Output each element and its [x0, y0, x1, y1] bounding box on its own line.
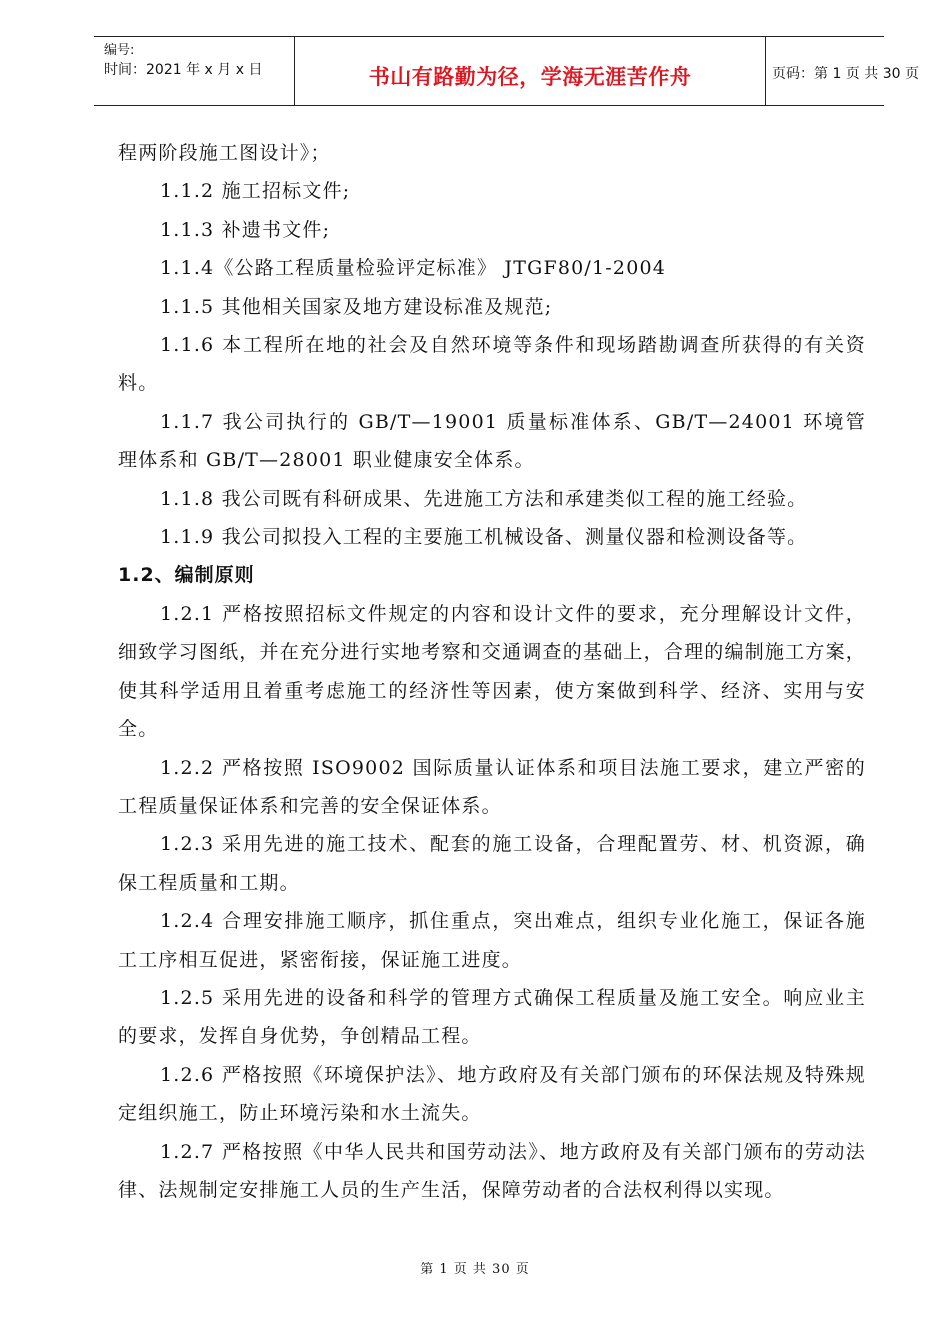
header-motto-cell	[294, 37, 766, 105]
document-date: 时间：2021 年 x 月 x 日	[104, 62, 263, 78]
paragraph: 1.2.1 严格按照招标文件规定的内容和设计文件的要求，充分理解设计文件，细致学习图纸，并在充分进行实地考察和交通调查的基础上，合理的编制施工方案，使其科学适用且着重考虑施工的经济性等因素，使方案做到科学、经济、实用与安全。	[118, 602, 866, 741]
paragraph: 1.1.4《公路工程质量检验评定标准》 JTGF80/1-2004	[160, 257, 667, 280]
header-meta	[94, 37, 294, 105]
header-motto: 书山有路勤为径，学海无涯苦作舟	[368, 65, 692, 89]
paragraph: 1.2.7 严格按照《中华人民共和国劳动法》、地方政府及有关部门颁布的劳动法律、法规制定安排施工人员的生产生活，保障劳动者的合法权利得以实现。	[118, 1140, 866, 1201]
page-header	[94, 36, 919, 106]
paragraph: 1.1.9 我公司拟投入工程的主要施工机械设备、测量仪器和检测设备等。	[160, 526, 808, 549]
paragraph: 1.1.2 施工招标文件;	[160, 180, 351, 203]
document-body	[118, 134, 866, 1209]
header-page-code: 页码：第 1 页 共 30 页	[772, 66, 919, 82]
section-heading: 1.2、编制原则	[118, 564, 255, 587]
paragraph: 1.1.3 补遗书文件;	[160, 218, 331, 241]
document-number-label: 编号:	[104, 43, 135, 58]
paragraph: 1.2.2 严格按照 ISO9002 国际质量认证体系和项目法施工要求，建立严密的工程质量保证体系和完善的安全保证体系。	[118, 756, 866, 817]
paragraph: 1.1.7 我公司执行的 GB/T—19001 质量标准体系、GB/T—24001 环境管理体系和 GB/T—28001 职业健康安全体系。	[118, 410, 866, 472]
page-footer: 第 1 页 共 30 页	[420, 1262, 530, 1277]
header-page-cell	[766, 37, 919, 105]
paragraph: 程两阶段施工图设计》；	[118, 142, 331, 164]
paragraph: 1.2.4 合理安排施工顺序，抓住重点，突出难点，组织专业化施工，保证各施工工序相互促进，紧密衔接，保证施工进度。	[118, 910, 866, 971]
paragraph: 1.2.6 严格按照《环境保护法》、地方政府及有关部门颁布的环保法规及特殊规定组织施工，防止环境污染和水土流失。	[118, 1063, 866, 1125]
paragraph: 1.1.6 本工程所在地的社会及自然环境等条件和现场踏勘调查所获得的有关资料。	[118, 334, 866, 395]
paragraph: 1.1.8 我公司既有科研成果、先进施工方法和承建类似工程的施工经验。	[160, 487, 808, 510]
paragraph: 1.2.3 采用先进的施工技术、配套的施工设备，合理配置劳、材、机资源，确保工程质量和工期。	[118, 833, 866, 894]
paragraph: 1.1.5 其他相关国家及地方建设标准及规范;	[160, 295, 553, 318]
paragraph: 1.2.5 采用先进的设备和科学的管理方式确保工程质量及施工安全。响应业主的要求，发挥自身优势，争创精品工程。	[118, 986, 866, 1048]
